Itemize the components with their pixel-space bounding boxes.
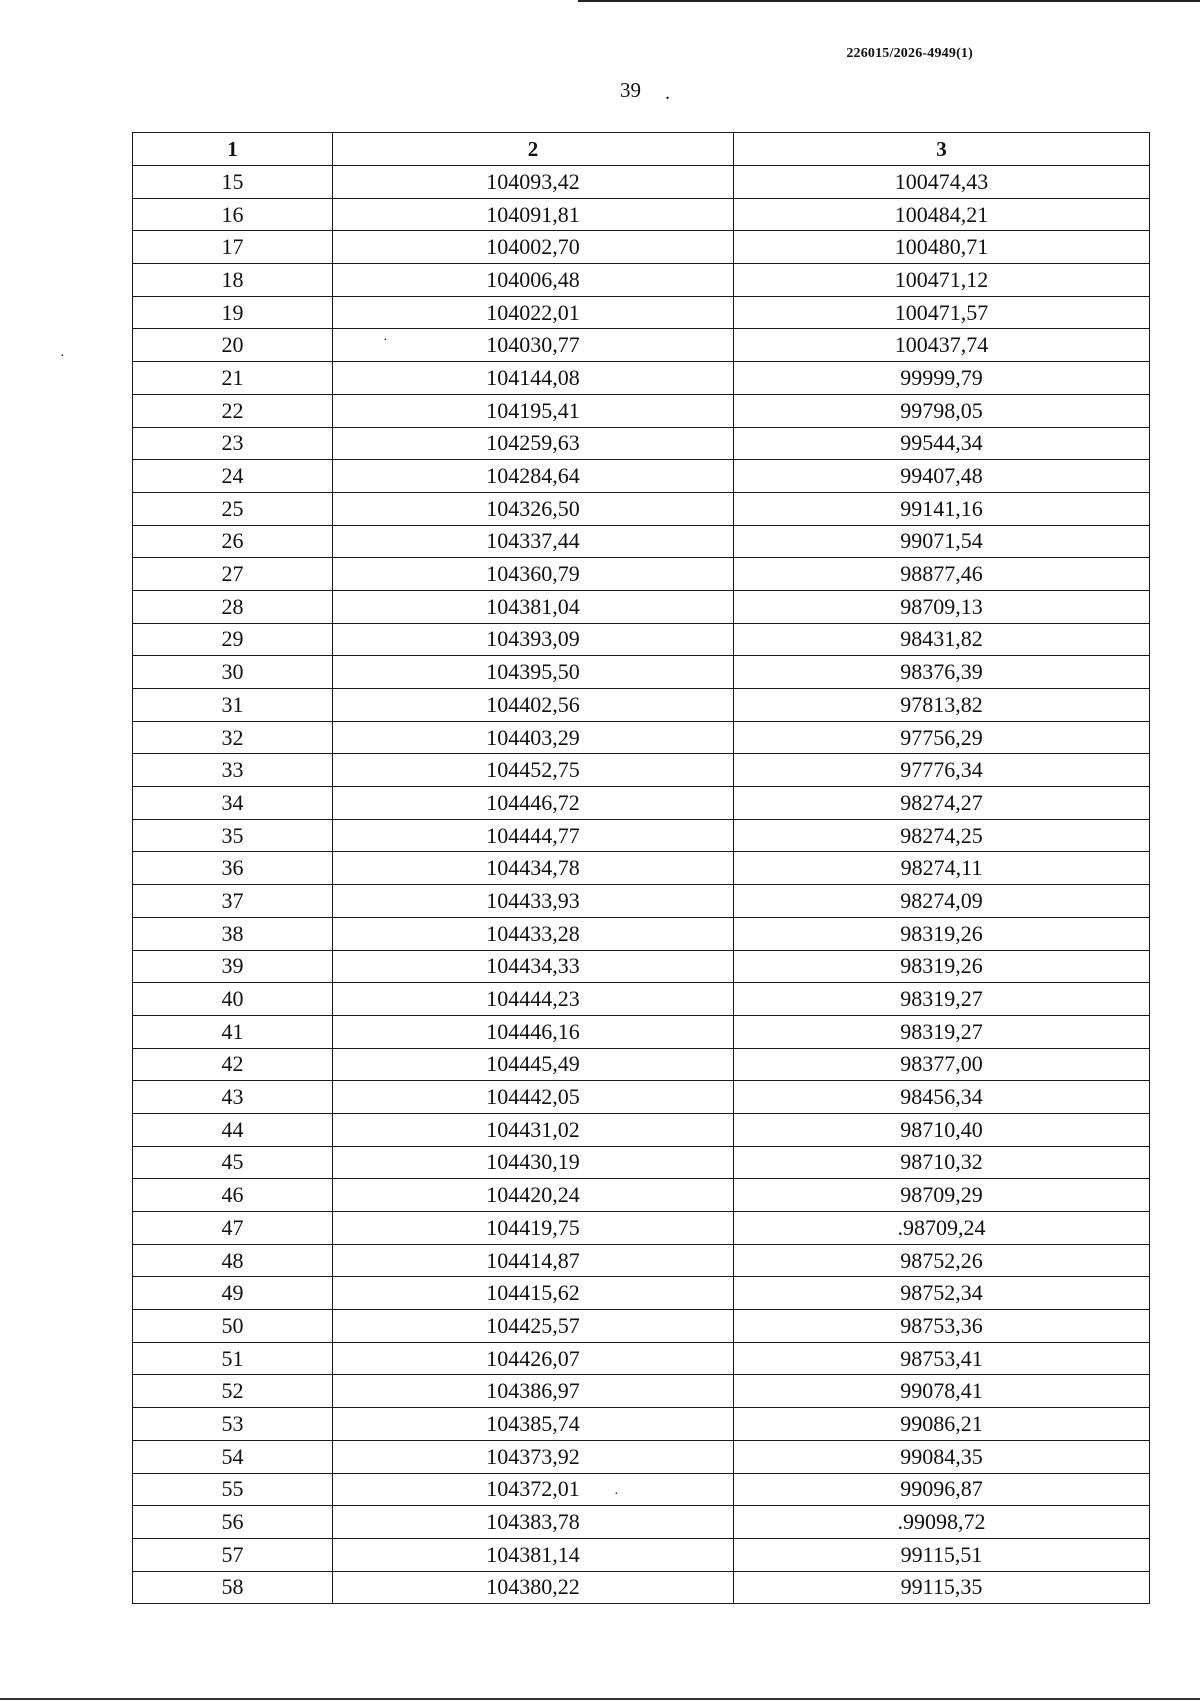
- stray-mark: ·: [614, 1487, 619, 1502]
- x-coordinate-cell: 104006,48: [333, 264, 734, 297]
- y-coordinate-cell: 99115,35: [734, 1571, 1150, 1604]
- document-reference: 226015/2026-4949(1): [846, 46, 973, 61]
- point-number-cell: 35: [133, 819, 333, 852]
- y-coordinate-cell: 100437,74: [734, 329, 1150, 362]
- table-row: [133, 983, 1150, 1016]
- table-row: [133, 1473, 1150, 1506]
- table-row: [133, 525, 1150, 558]
- x-coordinate-cell: 104259,63: [333, 427, 734, 460]
- table-row: [133, 721, 1150, 754]
- y-coordinate-cell: .98709,24: [734, 1212, 1150, 1245]
- page-number-mark: .: [665, 82, 670, 104]
- x-coordinate-cell: 104433,93: [333, 885, 734, 918]
- x-coordinate-cell: 104446,16: [333, 1015, 734, 1048]
- x-coordinate-cell: 104402,56: [333, 689, 734, 722]
- table-row: [133, 917, 1150, 950]
- table-row: [133, 885, 1150, 918]
- point-number-cell: 37: [133, 885, 333, 918]
- point-number-cell: 48: [133, 1244, 333, 1277]
- x-coordinate-cell: 104431,02: [333, 1113, 734, 1146]
- table-row: [133, 1538, 1150, 1571]
- x-coordinate-cell: 104022,01: [333, 296, 734, 329]
- y-coordinate-cell: 100474,43: [734, 166, 1150, 199]
- table-row: [133, 362, 1150, 395]
- table-row: [133, 1506, 1150, 1539]
- point-number-cell: 40: [133, 983, 333, 1016]
- table-row: [133, 329, 1150, 362]
- point-number-cell: 23: [133, 427, 333, 460]
- x-coordinate-cell: 104383,78: [333, 1506, 734, 1539]
- point-number-cell: 54: [133, 1440, 333, 1473]
- table-row: [133, 166, 1150, 199]
- point-number-cell: 20: [133, 329, 333, 362]
- y-coordinate-cell: 97776,34: [734, 754, 1150, 787]
- y-coordinate-cell: 98752,34: [734, 1277, 1150, 1310]
- x-coordinate-cell: 104425,57: [333, 1310, 734, 1343]
- x-coordinate-cell: 104395,50: [333, 656, 734, 689]
- table-row: [133, 1081, 1150, 1114]
- x-coordinate-cell: 104393,09: [333, 623, 734, 656]
- x-coordinate-cell: 104381,04: [333, 590, 734, 623]
- point-number-cell: 15: [133, 166, 333, 199]
- table-row: [133, 492, 1150, 525]
- y-coordinate-cell: 98319,27: [734, 1015, 1150, 1048]
- y-coordinate-cell: 99071,54: [734, 525, 1150, 558]
- y-coordinate-cell: 98456,34: [734, 1081, 1150, 1114]
- coordinates-table: [132, 132, 1150, 1604]
- table-row: [133, 754, 1150, 787]
- y-coordinate-cell: 99115,51: [734, 1538, 1150, 1571]
- x-coordinate-cell: 104442,05: [333, 1081, 734, 1114]
- y-coordinate-cell: 98710,32: [734, 1146, 1150, 1179]
- x-coordinate-cell: 104030,77: [333, 329, 734, 362]
- y-coordinate-cell: 98877,46: [734, 558, 1150, 591]
- x-coordinate-cell: 104445,49: [333, 1048, 734, 1081]
- y-coordinate-cell: 99544,34: [734, 427, 1150, 460]
- table-row: [133, 1015, 1150, 1048]
- x-coordinate-cell: 104426,07: [333, 1342, 734, 1375]
- point-number-cell: 28: [133, 590, 333, 623]
- point-number-cell: 17: [133, 231, 333, 264]
- y-coordinate-cell: 100484,21: [734, 198, 1150, 231]
- table-row: [133, 852, 1150, 885]
- x-coordinate-cell: 104337,44: [333, 525, 734, 558]
- y-coordinate-cell: 98431,82: [734, 623, 1150, 656]
- bottom-rule: [0, 1698, 1200, 1700]
- point-number-cell: 34: [133, 787, 333, 820]
- point-number-cell: 21: [133, 362, 333, 395]
- point-number-cell: 32: [133, 721, 333, 754]
- table-row: [133, 1113, 1150, 1146]
- column-header: 2: [333, 133, 734, 166]
- point-number-cell: 16: [133, 198, 333, 231]
- x-coordinate-cell: 104144,08: [333, 362, 734, 395]
- y-coordinate-cell: 98274,11: [734, 852, 1150, 885]
- y-coordinate-cell: 100480,71: [734, 231, 1150, 264]
- x-coordinate-cell: 104452,75: [333, 754, 734, 787]
- point-number-cell: 26: [133, 525, 333, 558]
- table-body: [133, 166, 1150, 1604]
- y-coordinate-cell: 98377,00: [734, 1048, 1150, 1081]
- point-number-cell: 46: [133, 1179, 333, 1212]
- y-coordinate-cell: 98319,26: [734, 917, 1150, 950]
- table-row: [133, 1310, 1150, 1343]
- point-number-cell: 50: [133, 1310, 333, 1343]
- column-header: 1: [133, 133, 333, 166]
- point-number-cell: 51: [133, 1342, 333, 1375]
- point-number-cell: 44: [133, 1113, 333, 1146]
- point-number-cell: 27: [133, 558, 333, 591]
- x-coordinate-cell: 104444,77: [333, 819, 734, 852]
- x-coordinate-cell: 104434,78: [333, 852, 734, 885]
- x-coordinate-cell: 104373,92: [333, 1440, 734, 1473]
- y-coordinate-cell: 99078,41: [734, 1375, 1150, 1408]
- point-number-cell: 30: [133, 656, 333, 689]
- y-coordinate-cell: 98753,41: [734, 1342, 1150, 1375]
- column-header: 3: [734, 133, 1150, 166]
- point-number-cell: 53: [133, 1408, 333, 1441]
- x-coordinate-cell: 104091,81: [333, 198, 734, 231]
- table-row: [133, 656, 1150, 689]
- table-row: [133, 1146, 1150, 1179]
- x-coordinate-cell: 104284,64: [333, 460, 734, 493]
- top-rule: [578, 0, 1200, 2]
- table-row: [133, 950, 1150, 983]
- table-row: [133, 231, 1150, 264]
- x-coordinate-cell: 104433,28: [333, 917, 734, 950]
- point-number-cell: 38: [133, 917, 333, 950]
- point-number-cell: 55: [133, 1473, 333, 1506]
- x-coordinate-cell: 104434,33: [333, 950, 734, 983]
- x-coordinate-cell: 104419,75: [333, 1212, 734, 1245]
- y-coordinate-cell: 97756,29: [734, 721, 1150, 754]
- table-row: [133, 1212, 1150, 1245]
- x-coordinate-cell: 104414,87: [333, 1244, 734, 1277]
- y-coordinate-cell: 99141,16: [734, 492, 1150, 525]
- point-number-cell: 29: [133, 623, 333, 656]
- y-coordinate-cell: 98274,09: [734, 885, 1150, 918]
- table-row: [133, 558, 1150, 591]
- point-number-cell: 25: [133, 492, 333, 525]
- point-number-cell: 33: [133, 754, 333, 787]
- x-coordinate-cell: 104403,29: [333, 721, 734, 754]
- table-row: [133, 1375, 1150, 1408]
- point-number-cell: 52: [133, 1375, 333, 1408]
- point-number-cell: 42: [133, 1048, 333, 1081]
- y-coordinate-cell: 98319,26: [734, 950, 1150, 983]
- point-number-cell: 36: [133, 852, 333, 885]
- table-row: [133, 1048, 1150, 1081]
- x-coordinate-cell: 104444,23: [333, 983, 734, 1016]
- x-coordinate-cell: 104420,24: [333, 1179, 734, 1212]
- y-coordinate-cell: 98753,36: [734, 1310, 1150, 1343]
- page-number: 39: [620, 78, 641, 102]
- point-number-cell: 39: [133, 950, 333, 983]
- y-coordinate-cell: 98709,29: [734, 1179, 1150, 1212]
- point-number-cell: 45: [133, 1146, 333, 1179]
- table-row: [133, 1408, 1150, 1441]
- table-row: [133, 689, 1150, 722]
- point-number-cell: 24: [133, 460, 333, 493]
- point-number-cell: 47: [133, 1212, 333, 1245]
- table-row: [133, 1179, 1150, 1212]
- stray-mark: ·: [383, 333, 388, 348]
- table-row: [133, 198, 1150, 231]
- point-number-cell: 22: [133, 394, 333, 427]
- table-row: [133, 460, 1150, 493]
- x-coordinate-cell: 104326,50: [333, 492, 734, 525]
- y-coordinate-cell: 97813,82: [734, 689, 1150, 722]
- y-coordinate-cell: 98274,27: [734, 787, 1150, 820]
- point-number-cell: 43: [133, 1081, 333, 1114]
- y-coordinate-cell: 99407,48: [734, 460, 1150, 493]
- y-coordinate-cell: 99999,79: [734, 362, 1150, 395]
- y-coordinate-cell: 98710,40: [734, 1113, 1150, 1146]
- x-coordinate-cell: 104360,79: [333, 558, 734, 591]
- y-coordinate-cell: 99798,05: [734, 394, 1150, 427]
- x-coordinate-cell: 104372,01: [333, 1473, 734, 1506]
- y-coordinate-cell: 99084,35: [734, 1440, 1150, 1473]
- y-coordinate-cell: 98319,27: [734, 983, 1150, 1016]
- table-header-row: [133, 133, 1150, 166]
- stray-mark: ·: [60, 349, 65, 364]
- x-coordinate-cell: 104415,62: [333, 1277, 734, 1310]
- point-number-cell: 58: [133, 1571, 333, 1604]
- table-row: [133, 623, 1150, 656]
- point-number-cell: 31: [133, 689, 333, 722]
- table-row: [133, 819, 1150, 852]
- x-coordinate-cell: 104446,72: [333, 787, 734, 820]
- x-coordinate-cell: 104195,41: [333, 394, 734, 427]
- table-row: [133, 1571, 1150, 1604]
- y-coordinate-cell: 100471,12: [734, 264, 1150, 297]
- table-row: [133, 590, 1150, 623]
- table-row: [133, 264, 1150, 297]
- table-row: [133, 787, 1150, 820]
- y-coordinate-cell: 99086,21: [734, 1408, 1150, 1441]
- x-coordinate-cell: 104380,22: [333, 1571, 734, 1604]
- table-row: [133, 427, 1150, 460]
- point-number-cell: 56: [133, 1506, 333, 1539]
- point-number-cell: 19: [133, 296, 333, 329]
- point-number-cell: 41: [133, 1015, 333, 1048]
- point-number-cell: 18: [133, 264, 333, 297]
- x-coordinate-cell: 104385,74: [333, 1408, 734, 1441]
- table-row: [133, 1342, 1150, 1375]
- y-coordinate-cell: 98709,13: [734, 590, 1150, 623]
- table-row: [133, 1244, 1150, 1277]
- point-number-cell: 57: [133, 1538, 333, 1571]
- x-coordinate-cell: 104430,19: [333, 1146, 734, 1179]
- y-coordinate-cell: 100471,57: [734, 296, 1150, 329]
- x-coordinate-cell: 104386,97: [333, 1375, 734, 1408]
- x-coordinate-cell: 104002,70: [333, 231, 734, 264]
- x-coordinate-cell: 104093,42: [333, 166, 734, 199]
- point-number-cell: 49: [133, 1277, 333, 1310]
- x-coordinate-cell: 104381,14: [333, 1538, 734, 1571]
- table-row: [133, 1440, 1150, 1473]
- table-row: [133, 394, 1150, 427]
- table-row: [133, 296, 1150, 329]
- y-coordinate-cell: 98376,39: [734, 656, 1150, 689]
- y-coordinate-cell: .99098,72: [734, 1506, 1150, 1539]
- table-row: [133, 1277, 1150, 1310]
- y-coordinate-cell: 98752,26: [734, 1244, 1150, 1277]
- y-coordinate-cell: 98274,25: [734, 819, 1150, 852]
- y-coordinate-cell: 99096,87: [734, 1473, 1150, 1506]
